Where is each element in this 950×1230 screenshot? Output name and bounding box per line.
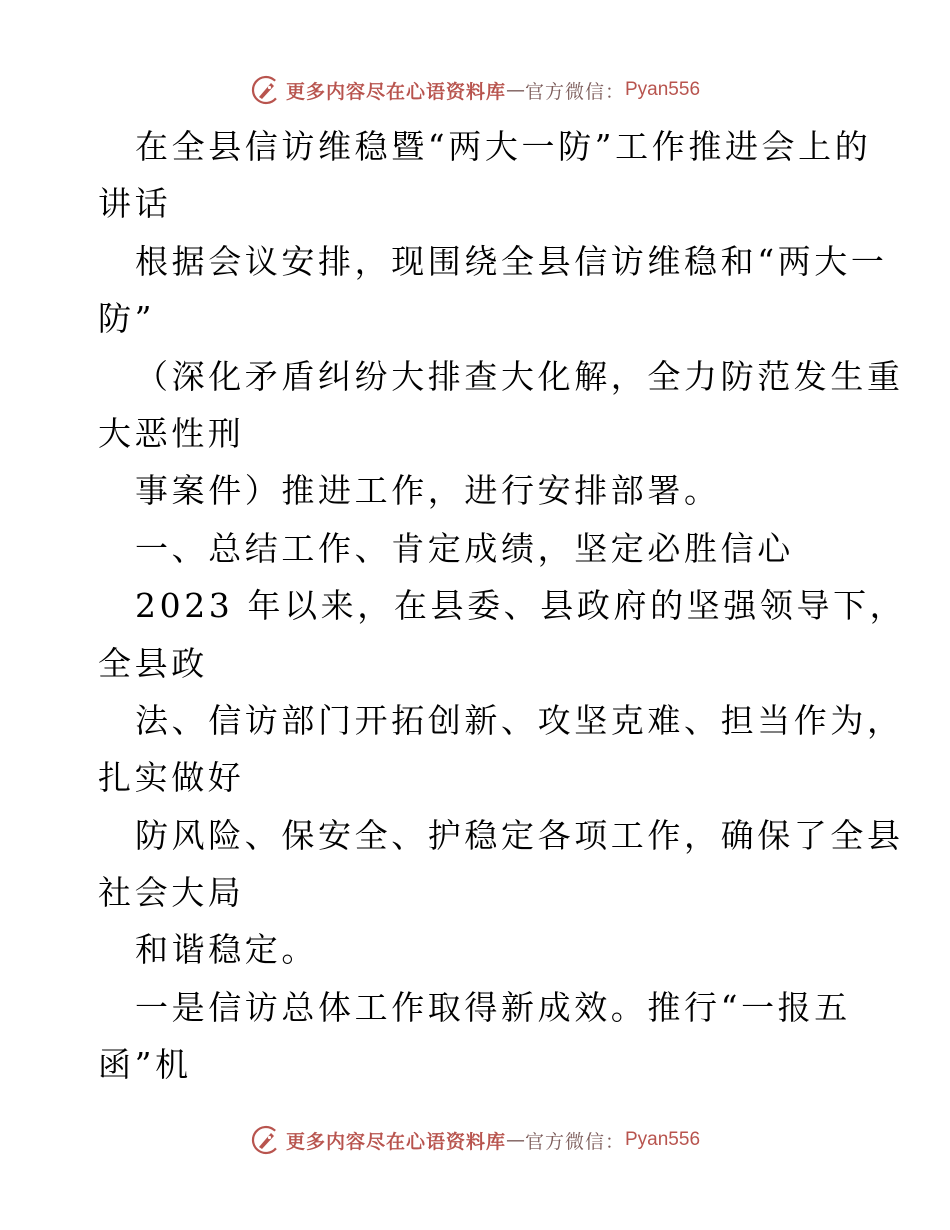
doc-line: 防风险、保安全、护稳定各项工作，确保了全县 [135,815,904,855]
banner-wechat-id: Pyan556 [625,79,701,100]
doc-line: 事案件）推进工作，进行安排部署。 [135,471,721,511]
document-body [98,118,907,1094]
doc-line: 全县政 [98,643,208,683]
doc-line: 大恶性刑 [98,413,245,453]
banner-wechat-label: 官方微信： [524,1130,625,1153]
doc-line: 扎实做好 [98,758,245,798]
doc-line: 防” [98,299,156,339]
header-banner [0,70,950,110]
doc-title-line-1: 在全县信访维稳暨“两大一防”工作推进会上的 [135,127,872,166]
pen-nib-logo-icon [250,74,282,106]
doc-line: 法、信访部门开拓创新、攻坚克难、担当作为， [135,700,904,740]
banner-separator: — [505,79,525,101]
doc-line: 和谐稳定。 [135,930,318,970]
doc-line: 社会大局 [98,873,245,913]
banner-wechat-label: 官方微信： [524,80,625,103]
footer-banner [0,1120,950,1160]
doc-line: 一是信访总体工作取得新成效。推行“一报五 [135,987,851,1027]
banner-wechat-id: Pyan556 [625,1129,701,1150]
doc-title-line-2: 讲话 [98,184,172,224]
doc-line: 函”机 [98,1045,192,1085]
banner-main-text: 更多内容尽在心语资料库 [285,80,506,103]
banner-separator: — [505,1129,525,1151]
pen-nib-logo-icon [250,1124,282,1156]
doc-line: 2023 年以来，在县委、县政府的坚强领导下， [135,586,907,626]
doc-line: 根据会议安排，现围绕全县信访维稳和“两大一 [135,241,888,281]
doc-line: （深化矛盾纠纷大排查大化解，全力防范发生重 [135,356,904,396]
section-heading: 一、总结工作、肯定成绩，坚定必胜信心 [135,528,794,568]
banner-main-text: 更多内容尽在心语资料库 [285,1130,506,1153]
